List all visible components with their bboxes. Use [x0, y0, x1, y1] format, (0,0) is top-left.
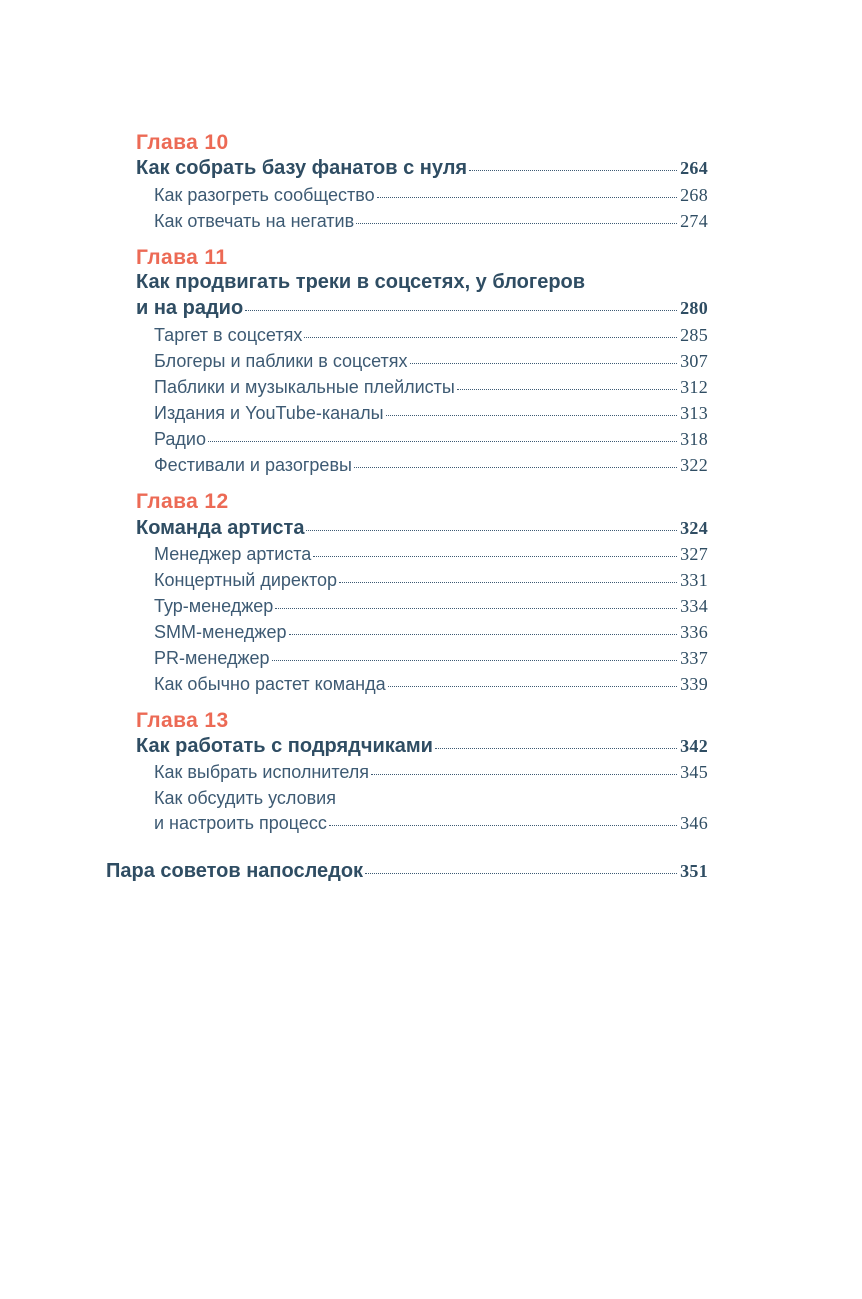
page-number: 351: [680, 861, 708, 881]
chapter-11-label: Глава 11: [136, 246, 228, 269]
entry-title: Команда артиста: [136, 517, 305, 539]
toc-entry[interactable]: [154, 622, 708, 643]
dot-leader: [275, 607, 677, 609]
toc-entry[interactable]: [154, 429, 708, 450]
toc-entry-chapter-12-title[interactable]: [136, 517, 708, 540]
dot-leader: [208, 440, 677, 442]
toc-entry-chapter-13-title[interactable]: [136, 735, 708, 758]
entry-title: Как обычно растет команда: [154, 674, 386, 694]
toc-entry[interactable]: [154, 185, 708, 206]
dot-leader: [365, 872, 677, 874]
page-number: 345: [680, 762, 708, 782]
dot-leader: [371, 773, 677, 775]
page-number: 334: [680, 596, 708, 616]
dot-leader: [272, 659, 678, 661]
entry-title: Концертный директор: [154, 570, 338, 590]
dot-leader: [388, 685, 677, 687]
page-number: 285: [680, 325, 708, 345]
page-number: 342: [680, 736, 708, 756]
toc-entry-closing[interactable]: [106, 860, 708, 883]
dot-leader: [386, 414, 678, 416]
toc-entry[interactable]: [154, 648, 708, 669]
page-number: 327: [680, 544, 708, 564]
entry-title-line-1[interactable]: Как продвигать треки в соцсетях, у блогеров: [136, 271, 586, 293]
toc-entry[interactable]: [154, 211, 708, 232]
entry-title: Как отвечать на негатив: [154, 211, 355, 231]
dot-leader: [245, 309, 677, 311]
entry-title-line-2: и на радио: [136, 297, 244, 319]
dot-leader: [329, 824, 677, 826]
page-number: 318: [680, 429, 708, 449]
dot-leader: [457, 388, 677, 390]
toc-entry[interactable]: [154, 377, 708, 398]
entry-title-line-2: и настроить процесс: [154, 813, 327, 833]
entry-title: Менеджер артиста: [154, 544, 312, 564]
toc-entry[interactable]: [154, 674, 708, 695]
toc-entry[interactable]: [154, 325, 708, 346]
entry-title: Фестивали и разогревы: [154, 455, 352, 475]
page-number: 313: [680, 403, 708, 423]
dot-leader: [306, 529, 677, 531]
dot-leader: [469, 169, 677, 171]
toc-entry[interactable]: [154, 596, 708, 617]
chapter-13-label: Глава 13: [136, 709, 229, 732]
toc-entry-chapter-10-title[interactable]: [136, 157, 708, 180]
entry-title: Паблики и музыкальные плейлисты: [154, 377, 455, 397]
entry-title: Тур-менеджер: [154, 596, 274, 616]
entry-title: Как разогреть сообщество: [154, 185, 375, 205]
dot-leader: [377, 196, 677, 198]
page-number: 268: [680, 185, 708, 205]
entry-title: Как выбрать исполнителя: [154, 762, 370, 782]
entry-title: Блогеры и паблики в соцсетях: [154, 351, 408, 371]
chapter-12-label: Глава 12: [136, 490, 229, 513]
dot-leader: [313, 555, 677, 557]
toc-entry[interactable]: [154, 544, 708, 565]
entry-title-line-1[interactable]: Как обсудить условия: [154, 788, 336, 808]
page-number: 337: [680, 648, 708, 668]
page-number: 274: [680, 211, 708, 231]
entry-title: Радио: [154, 429, 206, 449]
page-number: 339: [680, 674, 708, 694]
dot-leader: [435, 747, 677, 749]
entry-title: Пара советов напоследок: [106, 860, 364, 882]
entry-title: Таргет в соцсетях: [154, 325, 303, 345]
entry-title: Издания и YouTube-каналы: [154, 403, 384, 423]
page-number: 307: [680, 351, 708, 371]
toc-entry-chapter-11-title[interactable]: [136, 297, 708, 320]
toc-entry[interactable]: [154, 813, 708, 834]
page-number: 331: [680, 570, 708, 590]
toc-entry[interactable]: [154, 403, 708, 424]
toc-entry[interactable]: [154, 762, 708, 783]
toc-entry[interactable]: [154, 455, 708, 476]
dot-leader: [356, 222, 677, 224]
dot-leader: [339, 581, 677, 583]
toc-entry[interactable]: [154, 351, 708, 372]
toc-entry[interactable]: [154, 570, 708, 591]
dot-leader: [304, 336, 677, 338]
dot-leader: [410, 362, 678, 364]
page-number: 322: [680, 455, 708, 475]
page-number: 346: [680, 813, 708, 833]
page-number: 312: [680, 377, 708, 397]
page-number: 264: [680, 158, 708, 178]
dot-leader: [354, 466, 677, 468]
entry-title: SMM-менеджер: [154, 622, 287, 642]
page-number: 336: [680, 622, 708, 642]
page-number: 324: [680, 518, 708, 538]
chapter-10-label: Глава 10: [136, 131, 229, 154]
page-number: 280: [680, 298, 708, 318]
entry-title: Как собрать базу фанатов с нуля: [136, 157, 468, 179]
dot-leader: [289, 633, 678, 635]
entry-title: PR-менеджер: [154, 648, 270, 668]
entry-title: Как работать с подрядчиками: [136, 735, 433, 757]
